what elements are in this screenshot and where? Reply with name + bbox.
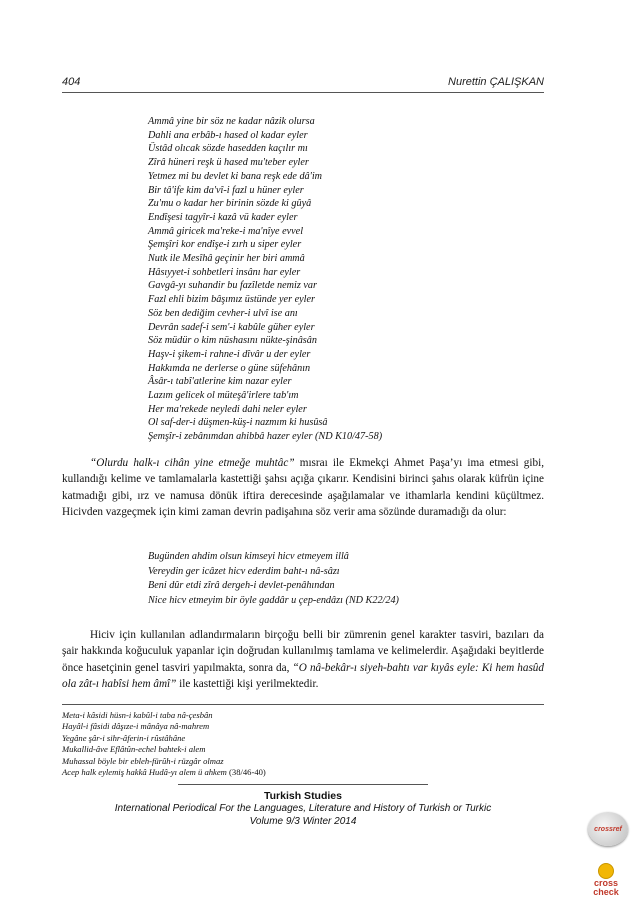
verse-line: Âsâr-ı tabî'atlerine kim nazar eyler (148, 376, 292, 388)
verse-block-1 (148, 115, 382, 444)
verse-line: Devrân sadef-i sem'-i kabûle güher eyler (148, 321, 315, 333)
verse-line: Her ma'rekede neyledi dahi neler eyler (148, 403, 307, 415)
running-author: Nurettin ÇALIŞKAN (448, 76, 544, 88)
verse-line: Ol saf-der-i düşmen-küş-i nazmım ki husûsâ (148, 417, 328, 429)
verse-line: Lazım gelicek ol müteşâ'irlere tab'ım (148, 390, 299, 402)
paragraph-1-text: mısraı ile Ekmekçi Ahmet Paşa’yı ima etmesi gibi, kullandığı kelime ve tamlamalarla kastettiği şahsı açığa çıkarır. Kendisini birinci şahıs olarak küfrün içine katmadığı gibi, ırz ve namusa dönük iftira derecesinde aşağılamalar ve ithamlarla kendini küçültmez. Hicivden vazgeçmek için kimi zaman devrin padişahına söz verir ama sözünde duramadığı da olur: (62, 457, 544, 519)
paragraph-2 (62, 627, 544, 693)
verse-line: Endîşesi tagyîr-i kazâ vü kader eyler (148, 211, 298, 223)
crossref-logo-text: crossref (594, 825, 622, 833)
verse-line: Şemşîr-i zebânımdan ahibbâ hazer eyler (ND K10/47-58) (148, 431, 383, 443)
verse-line: Nutk ile Mesîhâ geçinir her biri ammâ (148, 253, 305, 265)
crossref-logo (588, 812, 628, 846)
footer-rule (178, 784, 428, 785)
verse-line: Yetmez mi bu devlet ki bana reşk ede dâ'im (148, 170, 323, 182)
verse-line: Dahli ana erbâb-ı hased ol kadar eyler (148, 129, 308, 141)
footnote-line: Hayâl-i fâsidi dâşıze-i mânâya nâ-mahrem (62, 721, 210, 732)
verse-line: Ammâ yine bir söz ne kadar nâzik olursa (148, 116, 315, 127)
journal-description: International Periodical For the Languages, Literature and History of Turkish or Turkic (114, 803, 492, 814)
quoted-couplet: “O nâ-bekâr-ı siyeh-bahtı var kıyâs eyle: Ki hem hasûd ola zât-ı habîsi hem âmî” (62, 661, 544, 691)
footnote-line: Yegâne şâr-i sihr-âferin-i rûstâhâne (62, 732, 186, 743)
crosscheck-logo-text: cross check (593, 878, 619, 897)
verse-line: Fazl ehli bizim bâşımız üstünde yer eyler (148, 294, 315, 306)
verse-line: Söz müdür o kim nüshasını nükte-şinâsân (148, 335, 317, 347)
page-number: 404 (62, 76, 81, 88)
verse-line: Nice hicv etmeyim bir öyle gaddâr u çep-endâzı (ND K22/24) (148, 594, 399, 606)
verse-block-2 (148, 550, 399, 608)
verse-line: Şemşîri kor endîşe-i zırh u siper eyler (148, 239, 302, 251)
crosscheck-badge-icon (598, 863, 614, 879)
header-rule (62, 92, 544, 93)
paragraph-2-tail: ile kastettiği kişi yerilmektedir. (176, 678, 319, 691)
footnote-rule (62, 704, 544, 705)
journal-subtitle (62, 803, 544, 828)
verse-line: Söz ben dediğim cevher-i ulvî ise anı (148, 307, 298, 319)
verse-line: Zîrâ hüneri reşk ü hased mu'teber eyler (148, 157, 309, 169)
journal-volume: Volume 9/3 Winter 2014 (249, 815, 357, 827)
verse-line: Gavgâ-yı suhandir bu fazîletde nemiz var (148, 280, 317, 292)
verse-line: Hakkımda ne derlerse o güne süfehânın (148, 362, 311, 374)
verse-line: Beni dûr etdi zîrâ dergeh-i devlet-penâhından (148, 580, 335, 592)
footnote-line: Meta-i kâsidi hüsn-i kabûl-i taba nâ-çesbân (62, 710, 213, 720)
verse-line: Bir tâ'ife kim da'vî-i fazl u hüner eyler (148, 184, 304, 196)
verse-line: Üstâd olıcak sözde hasedden kaçılır mı (148, 143, 308, 155)
verse-line: Vereydin ger icâzet hicv ederdim baht-ı nâ-sâzı (148, 565, 340, 577)
crosscheck-logo (584, 860, 628, 900)
footnote-verse (62, 710, 266, 778)
paragraph-1 (62, 455, 544, 521)
footnote-line: Mukallid-âve Eflâtûn-echel bahtek-i alem (62, 744, 206, 755)
verse-line: Haşv-i şikem-i rahne-i dîvâr u der eyler (148, 348, 311, 360)
verse-line: Bugünden ahdim olsun kimseyi hicv etmeyem illâ (148, 551, 349, 562)
verse-line: Ammâ giricek ma'reke-i ma'nîye evvel (148, 225, 304, 237)
verse-line: Hâsıyyet-i sohbetleri insânı har eyler (148, 266, 301, 278)
paragraph-2-text: Hiciv için kullanılan adlandırmaların birçoğu belli bir zümrenin genel karakter tasviri, bazıları da şair hakkında koğuculuk yapanlar için doğrudan kullanılmış tamlama ve kelimelerdir. Aşağıdaki beyitlerde önce hasetçinin genel tasviri yapılmakta, sonra da, (62, 629, 544, 674)
footnote-line: Muhassal böyle bir ebleh-fürûh-i rüzgâr olmaz (62, 755, 224, 766)
footnote-last-line: Acep halk eylemiş hakkâ Hudâ-yı alem ü ahkem (62, 767, 227, 778)
footnote-ref: (38/46-40) (226, 767, 266, 778)
quoted-line: “Olurdu halk-ı cihân yine etmeğe muhtâc” (90, 457, 295, 469)
journal-title: Turkish Studies (264, 790, 342, 802)
verse-line: Zu'mu o kadar her birinin sözde ki gûyâ (148, 198, 312, 210)
